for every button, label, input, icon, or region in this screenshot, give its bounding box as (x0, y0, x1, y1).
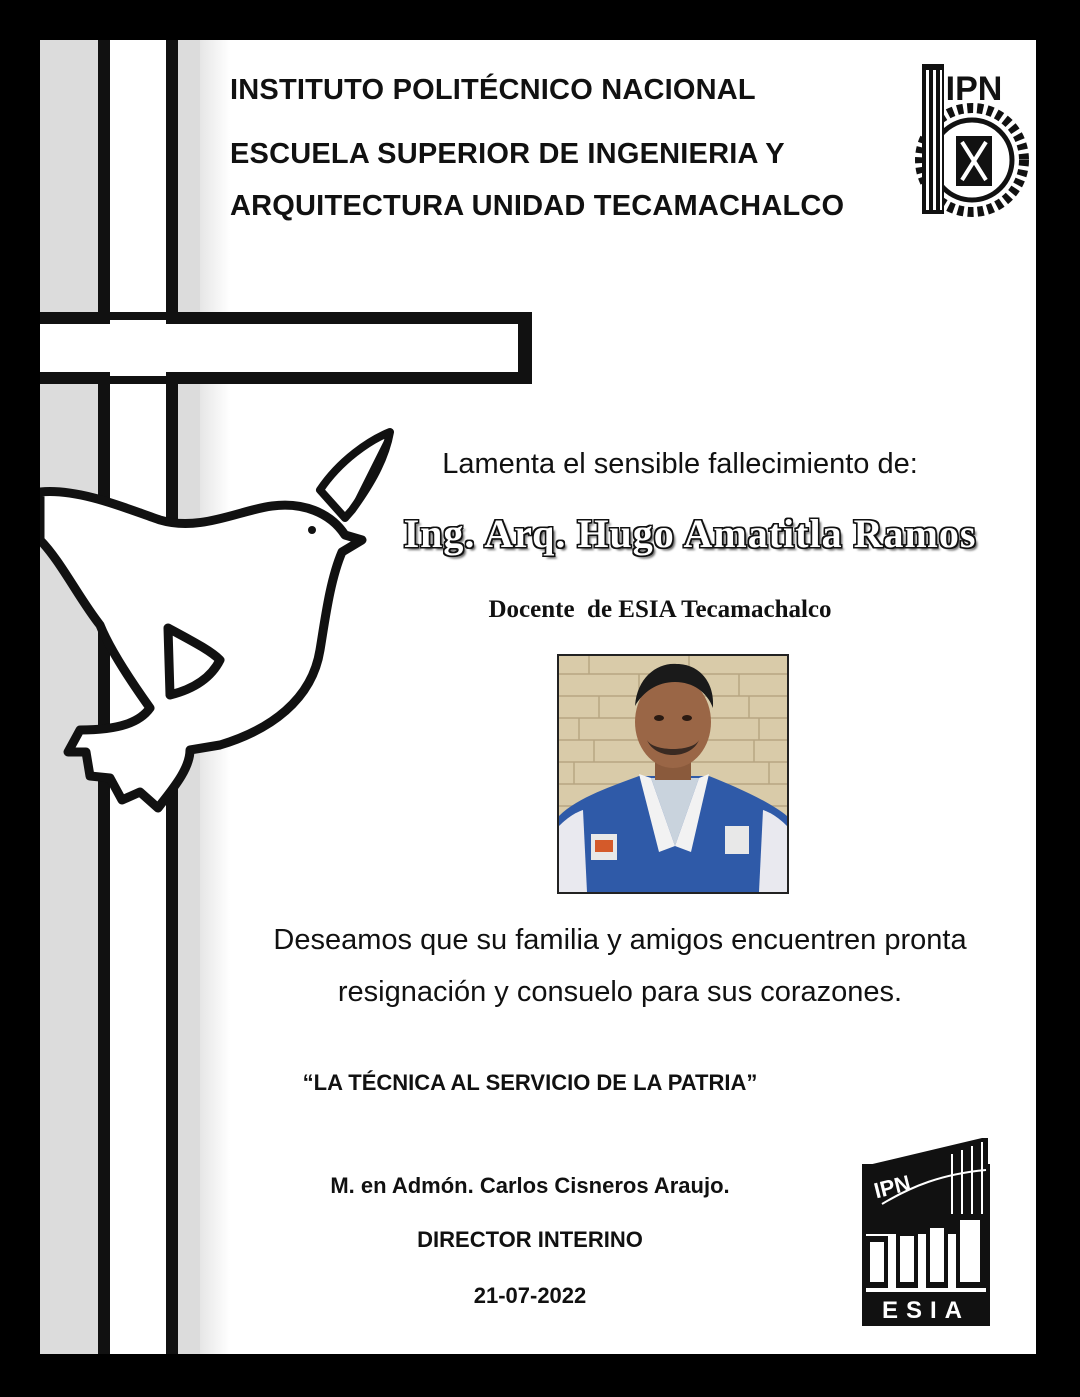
school-title-line2: ARQUITECTURA UNIDAD TECAMACHALCO (230, 190, 845, 222)
svg-text:IPN: IPN (871, 1170, 914, 1204)
signer-name: M. en Admón. Carlos Cisneros Araujo. (330, 1173, 730, 1198)
dove-icon (40, 432, 390, 808)
institutional-motto: “LA TÉCNICA AL SERVICIO DE LA PATRIA” (302, 1070, 758, 1095)
cross-and-dove-icon (40, 40, 600, 1354)
esia-logo-icon (862, 1134, 990, 1326)
portrait-photo (557, 654, 789, 894)
wishes-line1: Deseamos que su familia y amigos encuentren pronta (273, 924, 967, 956)
svg-text:IPN: IPN (945, 70, 1003, 108)
deceased-role: Docente de ESIA Tecamachalco (488, 596, 832, 623)
ipn-logo-icon (910, 52, 1030, 237)
document-date: 21-07-2022 (473, 1283, 587, 1308)
lamenta-text: Lamenta el sensible fallecimiento de: (442, 448, 918, 480)
deceased-name: Ing. Arq. Hugo Amatitla Ramos (403, 511, 977, 556)
signer-title: DIRECTOR INTERINO (417, 1227, 643, 1252)
svg-text:ESIA: ESIA (881, 1297, 971, 1324)
institution-title: INSTITUTO POLITÉCNICO NACIONAL (230, 74, 756, 106)
condolence-sheet (40, 40, 1036, 1354)
wishes-line2: resignación y consuelo para sus corazones. (337, 976, 903, 1008)
school-title-line1: ESCUELA SUPERIOR DE INGENIERIA Y (230, 138, 785, 170)
